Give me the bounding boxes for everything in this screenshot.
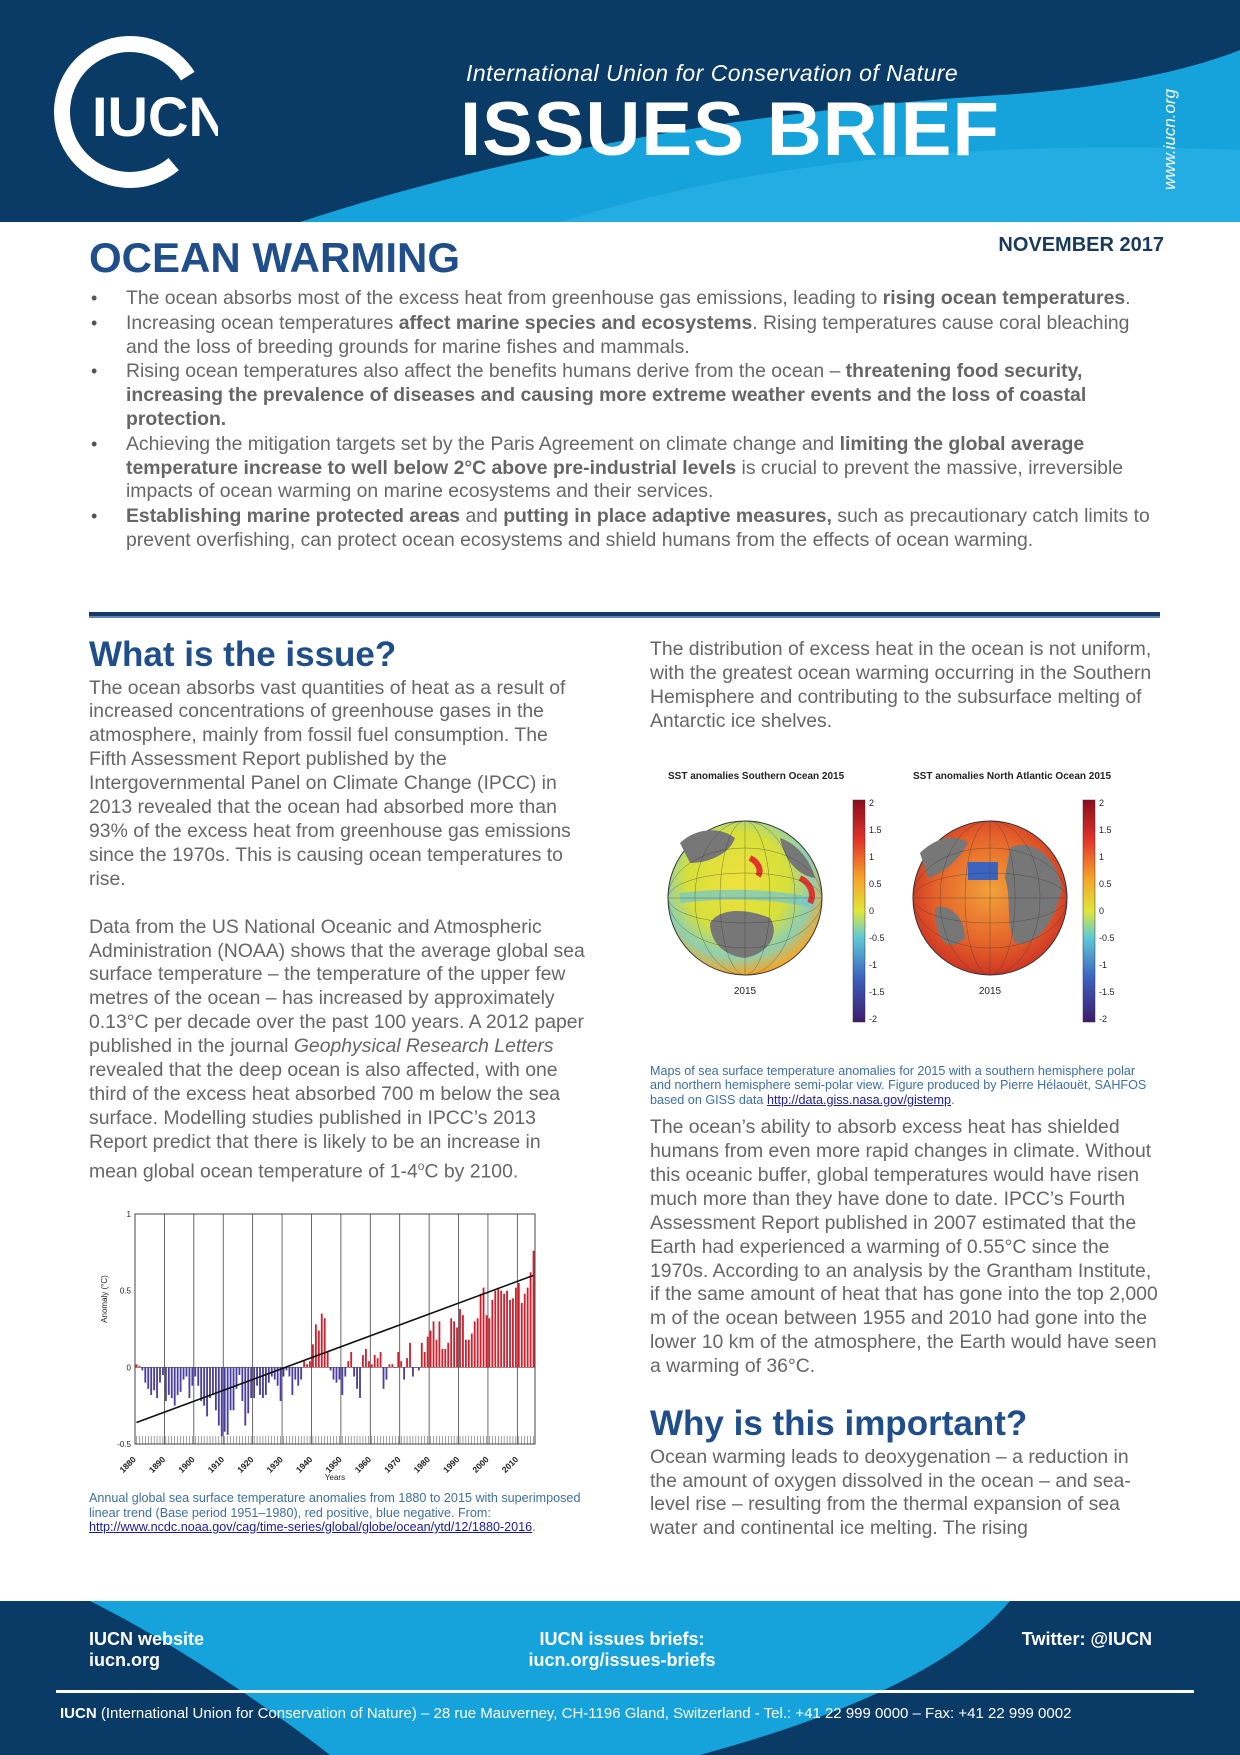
chart-bar xyxy=(494,1291,496,1368)
chart-bar xyxy=(386,1367,388,1379)
iucn-logo[interactable] xyxy=(48,32,218,192)
chart-bar xyxy=(339,1367,341,1379)
issue-paragraph-2: Data from the US National Oceanic and Atmospheric Administration (NOAA) shows that the average global sea surface temperature – the temperature of the upper few metres of the ocean – has increased by approximately 0.13°C per decade over the past 100 years. A 2012 paper published in the journal Geophysical Research Letters revealed that the deep ocean is also affected, with one third of the excess heat absorbed 700 m below the sea surface. Modelling studies published in IPCC’s 2013 Report predict that there is likely to be an increase in mean global ocean temperature of 1-4$^o$C by 2100. xyxy=(89,915,585,1183)
chart-bar xyxy=(421,1343,423,1368)
chart-caption: Annual global sea surface temperature anomalies from 1880 to 2015 with superimposed linear trend (Base period 1951–1980), red positive, blue negative. From: http://www.ncdc.noaa.gov/cag/time-series/global/globe/ocean/ytd/12/1880-2016. xyxy=(89,1491,581,1535)
color-scale-1 xyxy=(853,800,865,1022)
issue-paragraph-1: The ocean absorbs vast quantities of heat as a result of increased concentrations of greenhouse gases in the atmosphere, mainly from fossil fuel consumption. The Fifth Assessment Report published by the Intergovernmental Panel on Climate Change (IPCC) in 2013 revealed that the ocean had absorbed more than 93% of the excess heat from greenhouse gas emissions since the 1970s. This is causing ocean temperatures to rise. xyxy=(89,676,571,890)
y-tick-label: 1 xyxy=(126,1210,131,1220)
chart-bar xyxy=(139,1366,141,1368)
x-tick-label: 1960 xyxy=(352,1454,374,1475)
x-axis-label: Years xyxy=(324,1473,346,1483)
chart-bar xyxy=(333,1367,335,1379)
document-date: NOVEMBER 2017 xyxy=(998,234,1164,256)
chart-bar xyxy=(459,1309,461,1367)
chart-bar xyxy=(186,1367,188,1376)
chart-bar xyxy=(159,1367,161,1382)
journal-name: Geophysical Research Letters xyxy=(293,1035,554,1058)
x-tick-label: 1940 xyxy=(293,1454,315,1475)
chart-bar xyxy=(380,1352,382,1367)
chart-bar xyxy=(415,1367,417,1368)
key-point-item: • Rising ocean temperatures also affect the benefits humans derive from the ocean – threatening food security, increasing the prevalence of diseases and causing more extreme weather events and the loss of coastal protection. xyxy=(89,360,1151,431)
header-banner xyxy=(0,0,1240,222)
chart-bar xyxy=(191,1367,193,1385)
chart-bar xyxy=(212,1367,214,1395)
sst-maps-figure xyxy=(650,758,1160,1056)
chart-bar xyxy=(215,1367,217,1410)
right-column xyxy=(650,636,1160,1541)
key-point-item: • Establishing marine protected areas and putting in place adaptive measures, such as precautionary catch limits to prevent overfishing, can protect ocean ecosystems and shield humans from the effects of ocean warming. xyxy=(89,505,1151,553)
chart-bar xyxy=(306,1364,308,1367)
chart-bar xyxy=(486,1315,488,1367)
chart-bar xyxy=(406,1358,408,1367)
chart-bar xyxy=(194,1367,196,1376)
chart-bar xyxy=(324,1318,326,1367)
scale-tick-label: -1.5 xyxy=(869,986,885,997)
chart-bar xyxy=(141,1367,143,1370)
chart-bar xyxy=(489,1318,491,1367)
chart-bar xyxy=(150,1367,152,1395)
scale-tick-label: 1 xyxy=(1099,851,1105,862)
chart-bar xyxy=(197,1367,199,1385)
chart-bar xyxy=(221,1367,223,1436)
scale-tick-label: 1.5 xyxy=(869,824,882,835)
chart-bar xyxy=(524,1294,526,1368)
footer-wave-graphic xyxy=(0,1601,1240,1755)
chart-bar xyxy=(374,1355,376,1367)
scale-tick-label: -1 xyxy=(869,959,878,970)
chart-bar xyxy=(353,1367,355,1376)
chart-bar xyxy=(265,1367,267,1395)
x-tick-label: 1990 xyxy=(440,1454,462,1475)
buffer-paragraph: The ocean’s ability to absorb excess heat has shielded humans from even more rapid changes in climate. Without this oceanic buffer, global temperatures would have risen much more than they have done to date. IPCC’s Fourth Assessment Report published in 2007 estimated that the Earth had experienced a warming of 0.55°C since the 1970s. According to an analysis by the Grantham Institute, if the same amount of heat that has gone into the top 2,000 m of the ocean between 1955 and 2010 had gone into the lower 10 km of the atmosphere, the Earth would have seen a warming of 36°C. xyxy=(650,1116,1158,1378)
section-divider xyxy=(89,612,1160,618)
chart-bar xyxy=(436,1340,438,1368)
chart-bar xyxy=(491,1300,493,1367)
x-tick-label: 1880 xyxy=(117,1454,138,1475)
chart-bar xyxy=(312,1344,314,1367)
chart-bar xyxy=(336,1367,338,1382)
scale-tick-label: 2 xyxy=(869,797,875,808)
chart-bar xyxy=(418,1367,420,1370)
chart-bar xyxy=(318,1331,320,1368)
y-tick-label: -0.5 xyxy=(117,1440,131,1450)
chart-bar xyxy=(153,1367,155,1390)
chart-bar xyxy=(183,1367,185,1379)
chart-bar xyxy=(297,1367,299,1385)
chart-bar xyxy=(291,1367,293,1395)
scale-tick-label: 0 xyxy=(1099,905,1105,916)
org-name: International Union for Conservation of Nature xyxy=(466,60,959,86)
map-year-north-atlantic: 2015 xyxy=(978,985,1002,997)
chart-bar xyxy=(180,1367,182,1392)
scale-tick-label: 1.5 xyxy=(1099,824,1112,835)
footer xyxy=(0,1601,1240,1755)
x-tick-label: 1890 xyxy=(146,1454,168,1475)
chart-bar xyxy=(165,1367,167,1401)
north-atlantic-globe xyxy=(913,821,1067,975)
x-tick-label: 1980 xyxy=(411,1454,433,1475)
maps-caption: Maps of sea surface temperature anomalies for 2015 with a southern hemisphere polar and northern hemisphere semi-polar view. Figure produced by Pierre Hélaouët, SAHFOS based on GISS data http://data.giss.nasa.gov/gistemp. xyxy=(650,1063,1147,1107)
document-title: OCEAN WARMING xyxy=(89,234,460,281)
chart-bar xyxy=(359,1367,361,1398)
scale-tick-label: -0.5 xyxy=(1099,932,1115,943)
chart-bar xyxy=(480,1294,482,1368)
chart-bar xyxy=(483,1288,485,1368)
chart-bar xyxy=(327,1352,329,1367)
chart-bar xyxy=(350,1352,352,1367)
scale-tick-label: -1 xyxy=(1099,959,1108,970)
key-points-list xyxy=(89,287,1151,554)
chart-bar xyxy=(356,1367,358,1388)
key-point-item: • The ocean absorbs most of the excess heat from greenhouse gas emissions, leading to rising ocean temperatures. xyxy=(89,287,1151,311)
x-tick-label: 2000 xyxy=(470,1454,491,1475)
key-point-item: • Achieving the mitigation targets set by the Paris Agreement on climate change and limiting the global average temperature increase to well below 2°C above pre-industrial levels is crucial to prevent the massive, irreversible impacts of ocean warming on marine ecosystems and their services. xyxy=(89,433,1151,504)
scale-tick-label: 0 xyxy=(869,905,875,916)
logo-text: IUCN xyxy=(92,85,218,148)
x-tick-label: 1910 xyxy=(205,1454,227,1475)
chart-bar xyxy=(377,1358,379,1367)
chart-bar xyxy=(224,1367,226,1431)
chart-bar xyxy=(144,1367,146,1382)
left-column xyxy=(89,636,589,1535)
section-heading-importance: Why is this important? xyxy=(650,1404,1028,1444)
chart-bar xyxy=(462,1315,464,1367)
scale-tick-label: -2 xyxy=(1099,1013,1108,1024)
chart-bar xyxy=(300,1367,302,1379)
chart-bar xyxy=(391,1364,393,1367)
southern-ocean-globe xyxy=(668,821,822,975)
chart-bar xyxy=(253,1367,255,1398)
key-point-item: • Increasing ocean temperatures affect marine species and ecosystems. Rising temperatures cause coral bleaching and the loss of breeding grounds for marine fishes and mammals. xyxy=(89,312,1151,360)
color-scale-2 xyxy=(1083,800,1095,1022)
chart-bar xyxy=(368,1361,370,1367)
chart-bar xyxy=(389,1364,391,1367)
chart-bar xyxy=(168,1367,170,1395)
chart-bar xyxy=(206,1367,208,1416)
chart-bar xyxy=(362,1355,364,1367)
chart-bar xyxy=(303,1361,305,1367)
chart-bar xyxy=(533,1251,535,1368)
chart-bar xyxy=(444,1349,446,1367)
map-year-southern: 2015 xyxy=(733,985,757,997)
chart-bar xyxy=(383,1367,385,1388)
chart-bar xyxy=(230,1367,232,1410)
chart-bar xyxy=(239,1367,241,1375)
chart-bar xyxy=(171,1367,173,1398)
x-tick-label: 1930 xyxy=(264,1454,285,1475)
chart-bar xyxy=(289,1367,291,1376)
scale-tick-label: -0.5 xyxy=(869,932,885,943)
chart-bar xyxy=(371,1364,373,1367)
chart-bar xyxy=(497,1288,499,1368)
chart-bar xyxy=(509,1300,511,1367)
chart-bar xyxy=(250,1367,252,1398)
scale-tick-label: 0.5 xyxy=(869,878,882,889)
x-tick-label: 1970 xyxy=(382,1454,403,1475)
chart-bar xyxy=(430,1331,432,1368)
sst-anomaly-chart xyxy=(89,1206,589,1489)
chart-bar xyxy=(400,1361,402,1367)
chart-bar xyxy=(244,1367,246,1425)
anomaly-bar-chart xyxy=(89,1206,549,1484)
scale-tick-label: 0.5 xyxy=(1099,878,1112,889)
chart-bar xyxy=(347,1361,349,1367)
chart-bar xyxy=(330,1367,332,1370)
chart-bar xyxy=(515,1288,517,1368)
chart-bar xyxy=(409,1343,411,1368)
chart-bar xyxy=(424,1352,426,1367)
chart-bar xyxy=(256,1367,258,1385)
chart-bar xyxy=(527,1288,529,1368)
chart-bar xyxy=(365,1349,367,1367)
chart-bar xyxy=(521,1303,523,1367)
chart-bar xyxy=(439,1321,441,1367)
chart-bar xyxy=(503,1294,505,1368)
section-heading-issue: What is the issue? xyxy=(89,635,397,674)
scale-tick-label: 1 xyxy=(869,851,875,862)
chart-bar xyxy=(500,1291,502,1368)
scale-tick-label: -2 xyxy=(869,1013,878,1024)
chart-bar xyxy=(174,1367,176,1405)
chart-bar xyxy=(203,1367,205,1405)
chart-bar xyxy=(233,1367,235,1410)
y-tick-label: 0.5 xyxy=(119,1286,131,1296)
chart-bar xyxy=(247,1367,249,1413)
chart-bar xyxy=(315,1324,317,1367)
chart-bar xyxy=(512,1298,514,1367)
chart-bar xyxy=(218,1367,220,1425)
map-title-north-atlantic: SST anomalies North Atlantic Ocean 2015 xyxy=(913,770,1112,782)
footer-address: IUCN (International Union for Conservation of Nature) – 28 rue Mauverney, CH-1196 Gland, Switzerland - Tel.: +41 22 999 0000 – Fax: +41 22 999 0002 xyxy=(60,1705,1072,1722)
x-tick-label: 1900 xyxy=(176,1454,197,1475)
footer-website[interactable]: IUCN website iucn.org xyxy=(89,1629,205,1670)
chart-bar xyxy=(156,1367,158,1398)
importance-paragraph: Ocean warming leads to deoxygenation – a reduction in the amount of oxygen dissolved in the ocean – and sea-level rise – resulting from the thermal expansion of sea water and continental ice melting. The rising xyxy=(650,1445,1131,1540)
chart-bar xyxy=(136,1364,138,1367)
chart-bar xyxy=(259,1367,261,1395)
chart-bar xyxy=(506,1291,508,1368)
chart-bar xyxy=(321,1314,323,1368)
footer-twitter[interactable]: Twitter: @IUCN xyxy=(1021,1629,1152,1649)
chart-bar xyxy=(147,1367,149,1388)
chart-bar xyxy=(433,1321,435,1367)
scale-tick-label: 2 xyxy=(1099,797,1105,808)
chart-bar xyxy=(294,1367,296,1379)
chart-bar xyxy=(412,1367,414,1376)
footer-divider xyxy=(56,1690,1194,1693)
chart-bar xyxy=(441,1349,443,1367)
chart-bar xyxy=(274,1367,276,1379)
header-url[interactable]: www.iucn.org xyxy=(1160,88,1179,190)
chart-bar xyxy=(200,1367,202,1401)
chart-bar xyxy=(209,1367,211,1398)
x-tick-label: 1920 xyxy=(235,1454,256,1475)
chart-bar xyxy=(474,1321,476,1367)
x-tick-label: 1950 xyxy=(323,1454,344,1475)
chart-bar xyxy=(453,1321,455,1367)
chart-bar xyxy=(309,1361,311,1367)
map-title-southern: SST anomalies Southern Ocean 2015 xyxy=(668,770,845,782)
scale-tick-label: -1.5 xyxy=(1099,986,1115,997)
header-title: ISSUES BRIEF xyxy=(460,87,1000,172)
chart-bar xyxy=(262,1367,264,1398)
chart-bar xyxy=(344,1367,346,1376)
chart-bar xyxy=(227,1367,229,1434)
chart-bar xyxy=(177,1367,179,1395)
distribution-paragraph: The distribution of excess heat in the ocean is not uniform, with the greatest ocean warming occurring in the Southern Hemisphere and contributing to the subsurface melting of Antarctic ice shelves. xyxy=(650,638,1152,732)
y-axis-label: Anomaly (°C) xyxy=(100,1275,109,1323)
chart-bar xyxy=(456,1328,458,1368)
chart-bar xyxy=(162,1367,164,1375)
chart-bar xyxy=(427,1337,429,1368)
chart-bar xyxy=(530,1272,532,1367)
chart-bar xyxy=(450,1318,452,1367)
y-tick-label: 0 xyxy=(126,1363,131,1373)
chart-bar xyxy=(477,1318,479,1367)
chart-bar xyxy=(394,1367,396,1368)
footer-issues-briefs[interactable]: IUCN issues briefs: iucn.org/issues-briefs xyxy=(528,1629,716,1670)
chart-source-link[interactable]: http://www.ncdc.noaa.gov/cag/time-series/global/globe/ocean/ytd/12/1880-2016 xyxy=(89,1520,533,1535)
chart-bar xyxy=(518,1283,520,1367)
chart-bar xyxy=(280,1367,282,1401)
maps-source-link[interactable]: http://data.giss.nasa.gov/gistemp xyxy=(766,1092,952,1107)
chart-bar xyxy=(447,1343,449,1368)
chart-bar xyxy=(468,1340,470,1368)
chart-bar xyxy=(397,1352,399,1367)
sst-maps-graphic xyxy=(650,758,1140,1056)
chart-bar xyxy=(465,1340,467,1368)
chart-bar xyxy=(189,1367,191,1398)
chart-bar xyxy=(341,1367,343,1395)
chart-bar xyxy=(471,1334,473,1368)
x-tick-label: 2010 xyxy=(499,1454,521,1475)
chart-bar xyxy=(403,1367,405,1379)
chart-bar xyxy=(268,1367,270,1382)
